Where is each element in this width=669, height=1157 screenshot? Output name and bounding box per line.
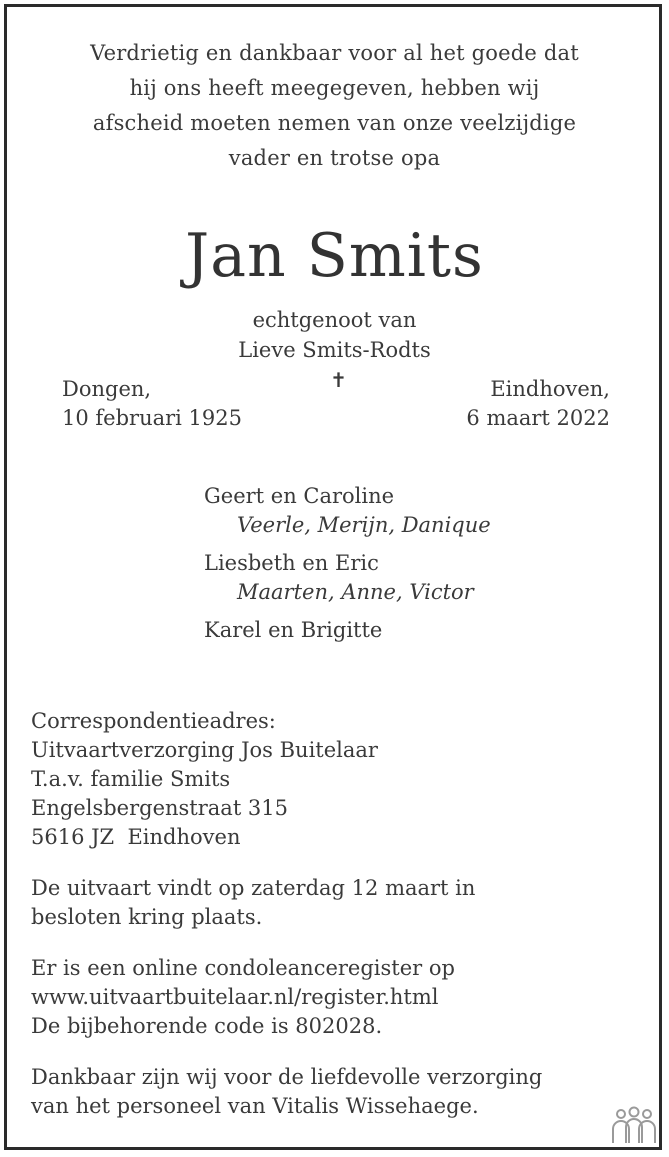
condolence-url: www.uitvaartbuitelaar.nl/register.html [31, 985, 439, 1009]
address-line: T.a.v. familie Smits [31, 767, 231, 791]
death-info [466, 375, 610, 433]
birth-info [62, 375, 242, 433]
family-list [204, 482, 491, 654]
thanks-line: Dankbaar zijn wij voor de liefdevolle verzorging [31, 1065, 543, 1089]
thanks-line: van het personeel van Vitalis Wissehaege. [31, 1094, 479, 1118]
cross-icon: ✝ [330, 368, 347, 392]
correspondence-address [31, 707, 542, 852]
funeral-line: De uitvaart vindt op zaterdag 12 maart in [31, 876, 476, 900]
death-place: Eindhoven, [490, 377, 610, 401]
address-line: Correspondentieadres: [31, 709, 276, 733]
family-grandchildren: Veerle, Merijn, Danique [237, 513, 491, 537]
condolence-notice [31, 954, 542, 1041]
funeral-line: besloten kring plaats. [31, 905, 263, 929]
condolence-code: De bijbehorende code is 802028. [31, 1014, 383, 1038]
intro-line: vader en trotse opa [228, 146, 441, 170]
birth-place: Dongen, [62, 377, 152, 401]
family-couple: Karel en Brigitte [204, 618, 383, 642]
family-group [204, 549, 491, 607]
family-grandchildren: Maarten, Anne, Victor [237, 580, 474, 604]
family-group [204, 482, 491, 540]
funeral-notice [31, 874, 542, 932]
spouse-name: Lieve Smits-Rodts [238, 338, 431, 362]
deceased-name: Jan Smits [185, 221, 484, 291]
intro-line: afscheid moeten nemen van onze veelzijdige [92, 111, 577, 135]
people-group-icon [609, 1105, 659, 1145]
birth-date: 10 februari 1925 [62, 406, 242, 430]
address-line: 5616 JZ Eindhoven [31, 825, 241, 849]
intro-line: hij ons heeft meegegeven, hebben wij [129, 76, 540, 100]
intro-text [40, 36, 629, 176]
details-block [31, 707, 542, 1143]
address-line: Uitvaartverzorging Jos Buitelaar [31, 738, 378, 762]
spouse-prefix: echtgenoot van [252, 308, 417, 332]
intro-line: Verdrietig en dankbaar voor al het goede dat [90, 41, 579, 65]
condolence-line: Er is een online condoleanceregister op [31, 956, 455, 980]
family-couple: Liesbeth en Eric [204, 551, 379, 575]
family-group [204, 616, 491, 645]
address-line: Engelsbergenstraat 315 [31, 796, 289, 820]
family-couple: Geert en Caroline [204, 484, 395, 508]
death-date: 6 maart 2022 [466, 406, 610, 430]
thanks-notice [31, 1063, 542, 1121]
